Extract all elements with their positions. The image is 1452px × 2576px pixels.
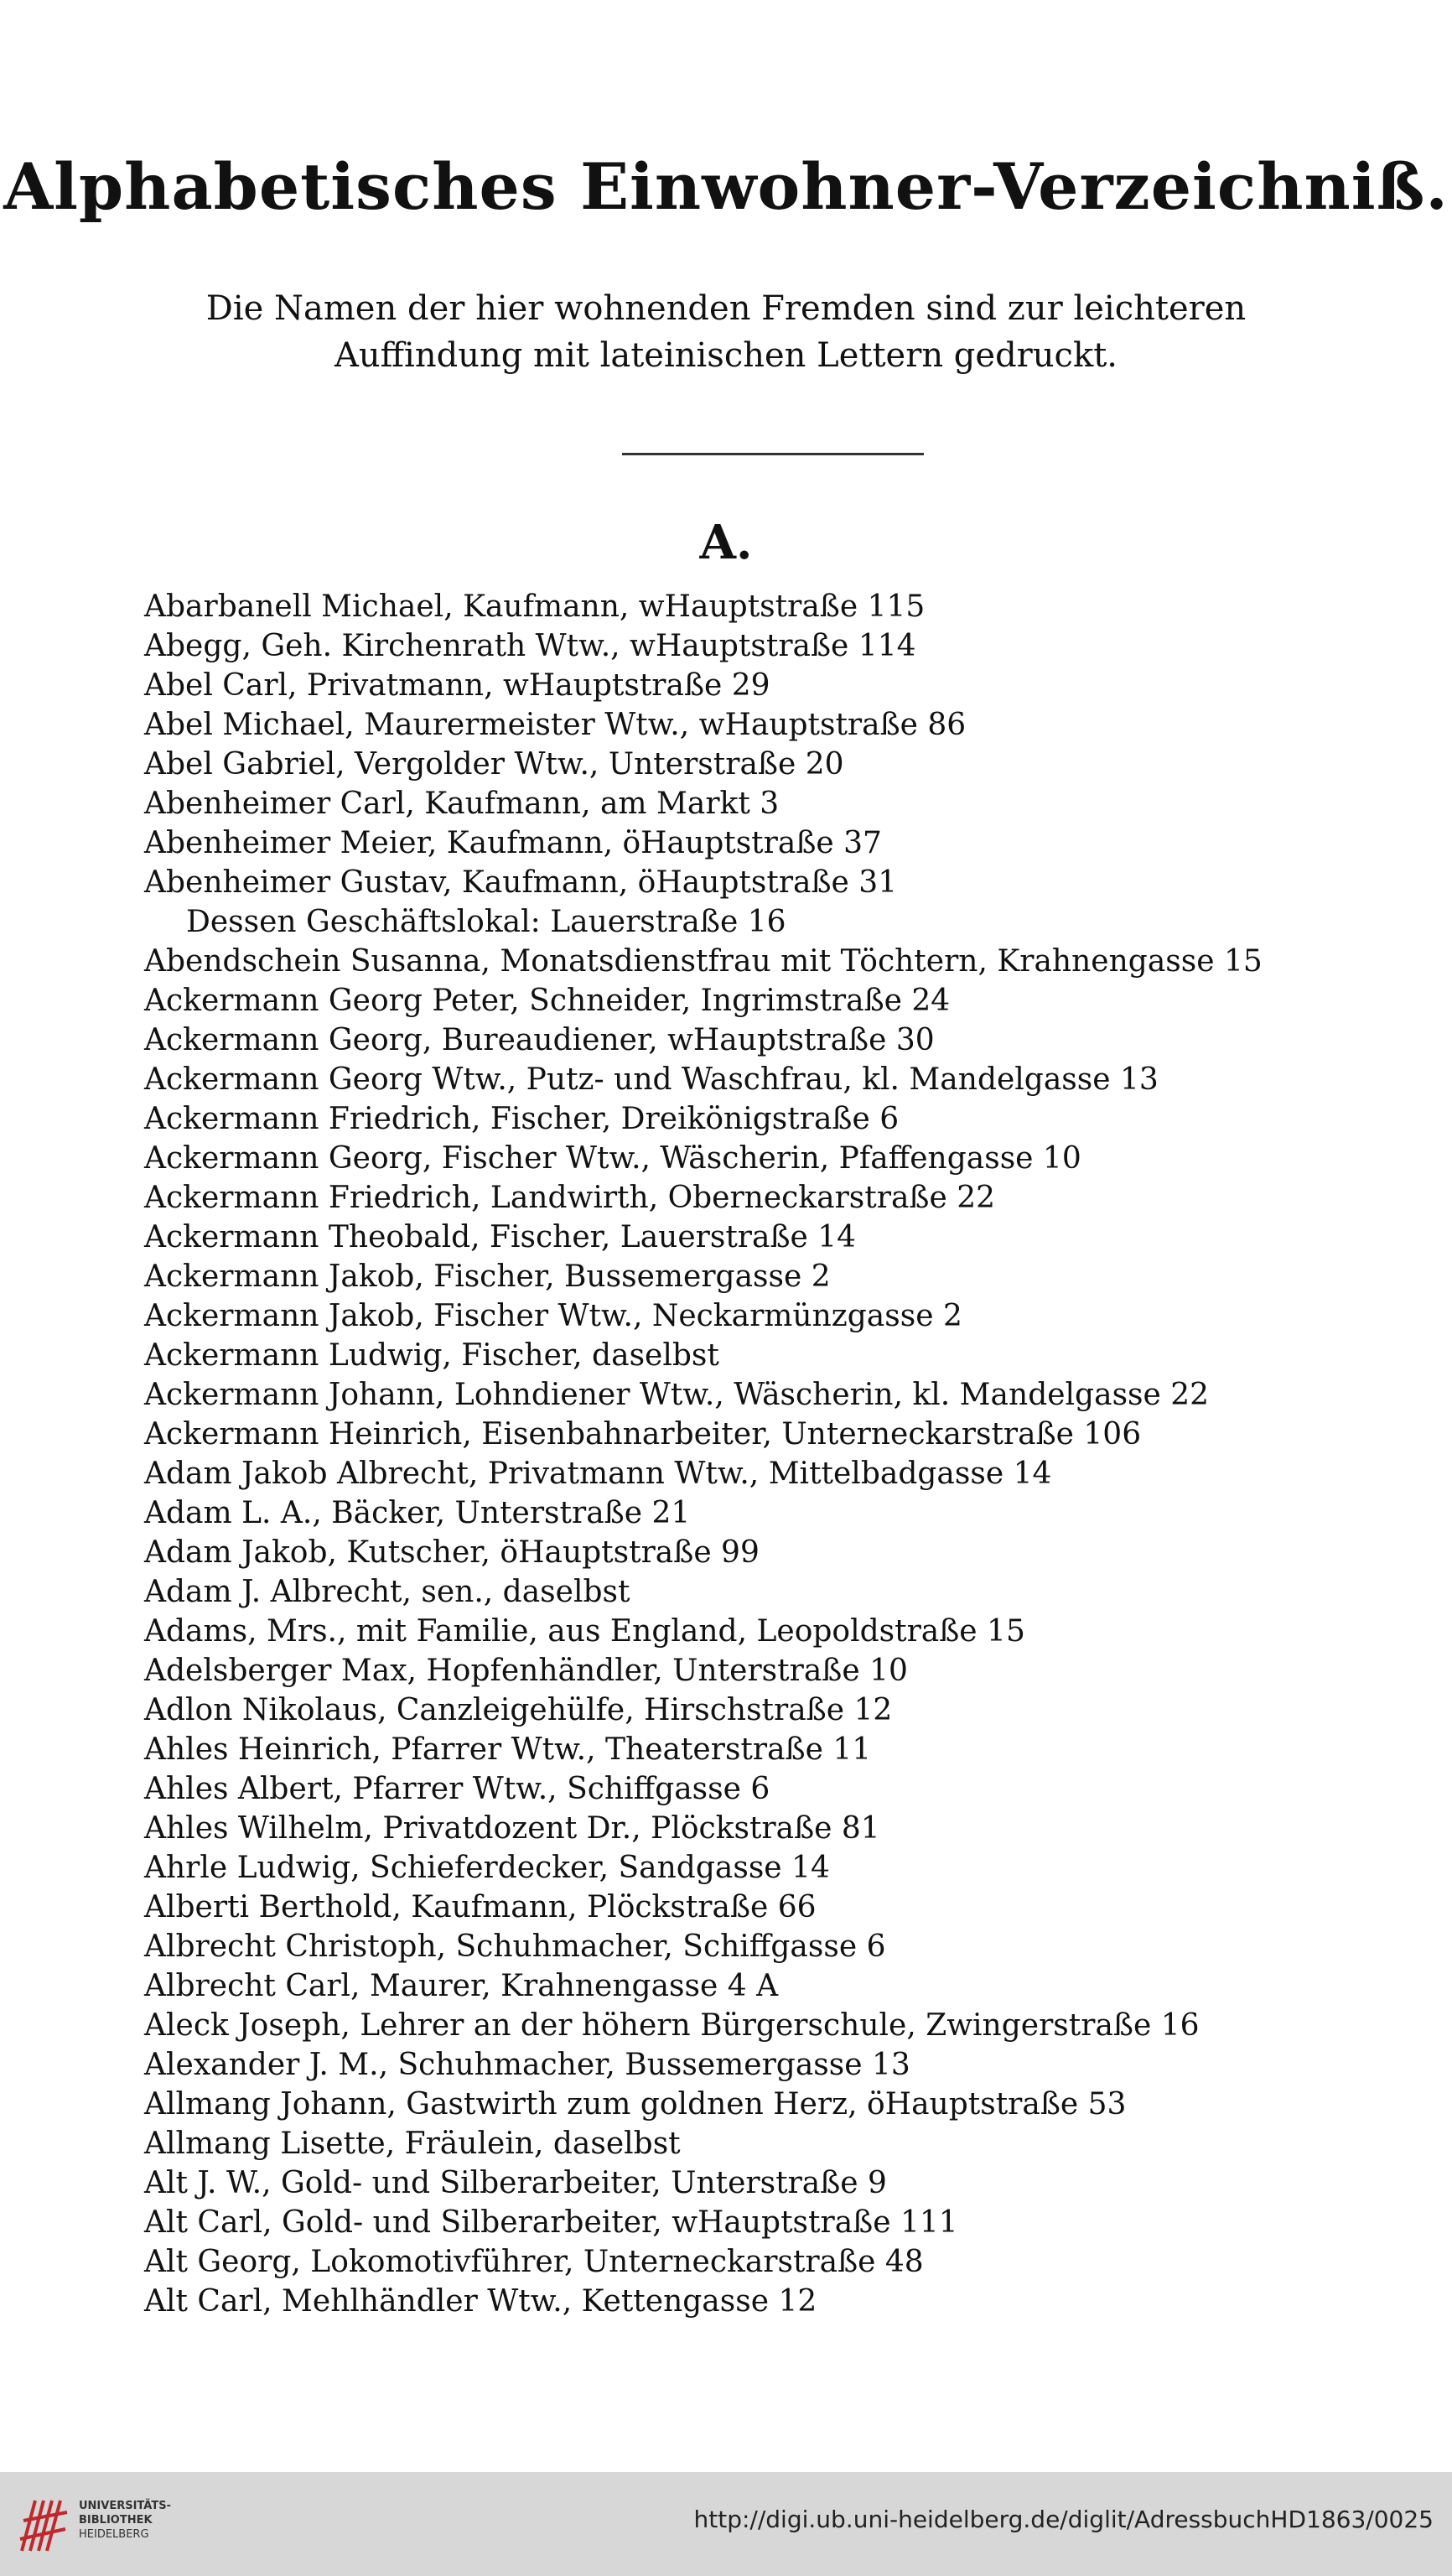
list-item: Ahles Albert, Pfarrer Wtw., Schiffgasse 6 <box>144 1772 770 1806</box>
library-logo[interactable] <box>17 2489 193 2559</box>
list-item: Ackermann Friedrich, Landwirth, Oberneckarstraße 22 <box>144 1181 996 1215</box>
logo-line: UNIVERSITÄTS- <box>79 2500 171 2512</box>
list-item: Abel Carl, Privatmann, wHauptstraße 29 <box>144 668 770 703</box>
list-item: Adam Jakob Albrecht, Privatmann Wtw., Mittelbadgasse 14 <box>144 1457 1052 1491</box>
subtitle-line: Auffindung mit lateinischen Lettern gedruckt. <box>334 336 1118 375</box>
list-item: Ackermann Georg Wtw., Putz- und Waschfrau, kl. Mandelgasse 13 <box>144 1062 1159 1097</box>
list-item: Adam J. Albrecht, sen., daselbst <box>144 1575 630 1609</box>
list-item: Ackermann Heinrich, Eisenbahnarbeiter, Unterneckarstraße 106 <box>144 1417 1142 1452</box>
library-logo-icon <box>17 2492 70 2556</box>
list-item: Ackermann Johann, Lohndiener Wtw., Wäscherin, kl. Mandelgasse 22 <box>144 1378 1210 1412</box>
resident-list <box>144 587 1418 2321</box>
list-item: Alt Carl, Mehlhändler Wtw., Kettengasse 12 <box>144 2284 817 2319</box>
library-logo-text <box>79 2499 171 2542</box>
list-item: Adam L. A., Bäcker, Unterstraße 21 <box>144 1496 691 1530</box>
section-heading: A. <box>699 515 753 570</box>
list-item: Adam Jakob, Kutscher, öHauptstraße 99 <box>144 1535 760 1570</box>
viewer-footer <box>0 2472 1452 2576</box>
list-item: Abenheimer Gustav, Kaufmann, öHauptstraße 31 <box>144 865 898 900</box>
list-item: Ackermann Jakob, Fischer, Bussemergasse 2 <box>144 1259 831 1294</box>
list-item: Ackermann Georg, Bureaudiener, wHauptstraße 30 <box>144 1023 935 1057</box>
list-item: Abenheimer Carl, Kaufmann, am Markt 3 <box>144 787 780 821</box>
list-item: Alt Carl, Gold- und Silberarbeiter, wHauptstraße 111 <box>144 2205 958 2240</box>
list-item: Adlon Nikolaus, Canzleigehülfe, Hirschstraße 12 <box>144 1693 893 1727</box>
subtitle-line: Die Namen der hier wohnenden Fremden sind zur leichteren <box>205 289 1247 328</box>
source-url-link[interactable]: http://digi.ub.uni-heidelberg.de/diglit/AdressbuchHD1863/0025 <box>693 2506 1434 2533</box>
list-item: Abarbanell Michael, Kaufmann, wHauptstraße 115 <box>144 589 926 624</box>
list-item: Abel Gabriel, Vergolder Wtw., Unterstraße 20 <box>144 747 844 782</box>
list-item: Alt J. W., Gold- und Silberarbeiter, Unterstraße 9 <box>144 2166 887 2200</box>
list-item: Ackermann Theobald, Fischer, Lauerstraße 14 <box>144 1220 857 1254</box>
list-item: Alexander J. M., Schuhmacher, Bussemergasse 13 <box>144 2048 910 2082</box>
list-item: Ackermann Georg, Fischer Wtw., Wäscherin, Pfaffengasse 10 <box>144 1141 1081 1176</box>
list-item: Abendschein Susanna, Monatsdienstfrau mit Töchtern, Krahnengasse 15 <box>144 944 1263 979</box>
list-item: Allmang Johann, Gastwirth zum goldnen Herz, öHauptstraße 53 <box>144 2087 1127 2122</box>
logo-line: HEIDELBERG <box>79 2528 149 2541</box>
list-item: Ackermann Georg Peter, Schneider, Ingrimstraße 24 <box>144 984 951 1018</box>
list-item: Ahles Heinrich, Pfarrer Wtw., Theaterstraße 11 <box>144 1732 872 1767</box>
page-title: Alphabetisches Einwohner-Verzeichniß. <box>3 149 1449 224</box>
page-subtitle <box>0 285 1452 379</box>
list-item: Aleck Joseph, Lehrer an der höhern Bürgerschule, Zwingerstraße 16 <box>144 2008 1200 2043</box>
list-item: Abel Michael, Maurermeister Wtw., wHauptstraße 86 <box>144 708 967 742</box>
list-item: Ackermann Friedrich, Fischer, Dreikönigstraße 6 <box>144 1102 900 1136</box>
list-item: Alberti Berthold, Kaufmann, Plöckstraße 66 <box>144 1890 817 1924</box>
list-item: Allmang Lisette, Fräulein, daselbst <box>144 2127 681 2161</box>
list-item: Abegg, Geh. Kirchenrath Wtw., wHauptstraße 114 <box>144 629 916 663</box>
list-item: Alt Georg, Lokomotivführer, Unterneckarstraße 48 <box>144 2245 924 2279</box>
list-item: Adelsberger Max, Hopfenhändler, Unterstraße 10 <box>144 1654 908 1688</box>
divider-rule <box>622 453 924 455</box>
list-item: Adams, Mrs., mit Familie, aus England, Leopoldstraße 15 <box>144 1614 1025 1649</box>
logo-line: BIBLIOTHEK <box>79 2514 153 2527</box>
list-item: Abenheimer Meier, Kaufmann, öHauptstraße 37 <box>144 826 882 860</box>
list-item: Dessen Geschäftslokal: Lauerstraße 16 <box>186 905 786 939</box>
list-item: Albrecht Carl, Maurer, Krahnengasse 4 A <box>144 1969 779 2003</box>
list-item: Albrecht Christoph, Schuhmacher, Schiffgasse 6 <box>144 1929 886 1964</box>
list-item: Ackermann Jakob, Fischer Wtw., Neckarmünzgasse 2 <box>144 1299 962 1333</box>
list-item: Ahles Wilhelm, Privatdozent Dr., Plöckstraße 81 <box>144 1811 880 1846</box>
list-item: Ackermann Ludwig, Fischer, daselbst <box>144 1338 719 1373</box>
list-item: Ahrle Ludwig, Schieferdecker, Sandgasse 14 <box>144 1851 830 1885</box>
